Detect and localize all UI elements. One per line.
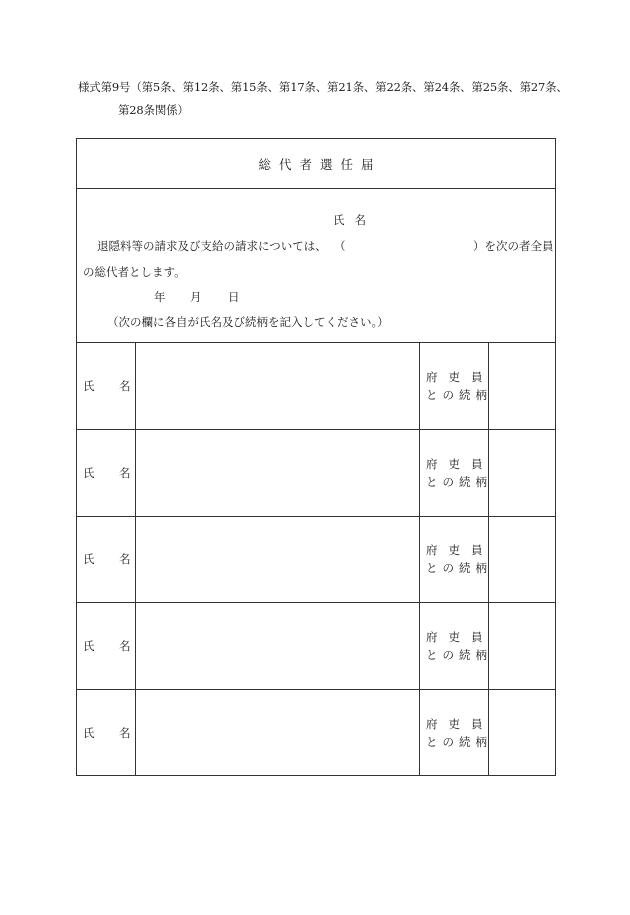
date-year-label: 年 [154, 290, 166, 304]
relationship-field[interactable] [489, 343, 556, 429]
relationship-label: 府吏員 [426, 369, 494, 384]
relationship-label-cell [420, 430, 494, 516]
relationship-label: 府吏員 [426, 630, 494, 645]
name-field[interactable] [136, 690, 420, 776]
member-row [77, 343, 555, 430]
name-label-char: 氏 [83, 639, 95, 654]
relationship-label: 府吏員 [426, 456, 494, 471]
instruction-note: （次の欄に各自が氏名及び続柄を記入してください。） [107, 315, 389, 329]
name-label-char: 名 [119, 639, 131, 654]
title-row [77, 139, 555, 189]
relationship-field[interactable] [489, 517, 556, 603]
relationship-label-cell [420, 343, 494, 429]
name-label-cell [77, 690, 136, 776]
form-title: 総代者選任届 [258, 156, 382, 172]
relationship-label: との続柄 [426, 474, 492, 489]
relationship-label-cell [420, 603, 494, 689]
relationship-label: との続柄 [426, 561, 492, 576]
relationship-field[interactable] [489, 690, 556, 776]
paren-open: （ [334, 239, 346, 253]
relationship-label: 府吏員 [426, 717, 494, 732]
name-label-char: 名 [119, 378, 131, 393]
name-field[interactable] [136, 430, 420, 516]
member-rows [77, 343, 555, 776]
date-day-label: 日 [228, 290, 240, 304]
name-label-char: 氏 [83, 378, 95, 393]
member-row [77, 517, 555, 604]
name-label-char: 名 [119, 726, 131, 741]
relationship-label-cell [420, 690, 494, 776]
representative-appointment-form [76, 138, 556, 776]
form-number-header: 様式第9号（第5条、第12条、第15条、第17条、第21条、第22条、第24条、第25条、第27条、 [78, 80, 568, 94]
member-row [77, 603, 555, 690]
member-row [77, 430, 555, 517]
name-label-cell [77, 517, 136, 603]
name-field[interactable] [136, 343, 420, 429]
name-label-cell [77, 343, 136, 429]
name-label-char: 氏 [83, 465, 95, 480]
relationship-label: との続柄 [426, 648, 492, 663]
name-label-char: 氏 [83, 726, 95, 741]
relationship-field[interactable] [489, 603, 556, 689]
name-label-char: 名 [119, 552, 131, 567]
declaration-text: 退隠料等の請求及び支給の請求については、 [97, 239, 327, 253]
declaration-text-line2: の総代者とします。 [83, 265, 186, 279]
relationship-label: との続柄 [426, 735, 492, 750]
name-label-char: 氏 [83, 552, 95, 567]
name-label-cell [77, 603, 136, 689]
relationship-label-cell [420, 517, 494, 603]
name-label-cell [77, 430, 136, 516]
form-number-header-cont: 第28条関係） [118, 103, 189, 117]
name-field[interactable] [136, 603, 420, 689]
date-month-label: 月 [190, 290, 202, 304]
relationship-label: との続柄 [426, 387, 492, 402]
name-field[interactable] [136, 517, 420, 603]
applicant-name-label: 氏名 [333, 213, 376, 227]
declaration-section [77, 189, 555, 343]
declaration-text-cont: ）を次の者全員 [473, 239, 554, 253]
relationship-label: 府吏員 [426, 543, 494, 558]
relationship-field[interactable] [489, 430, 556, 516]
name-label-char: 名 [119, 465, 131, 480]
member-row [77, 690, 555, 776]
